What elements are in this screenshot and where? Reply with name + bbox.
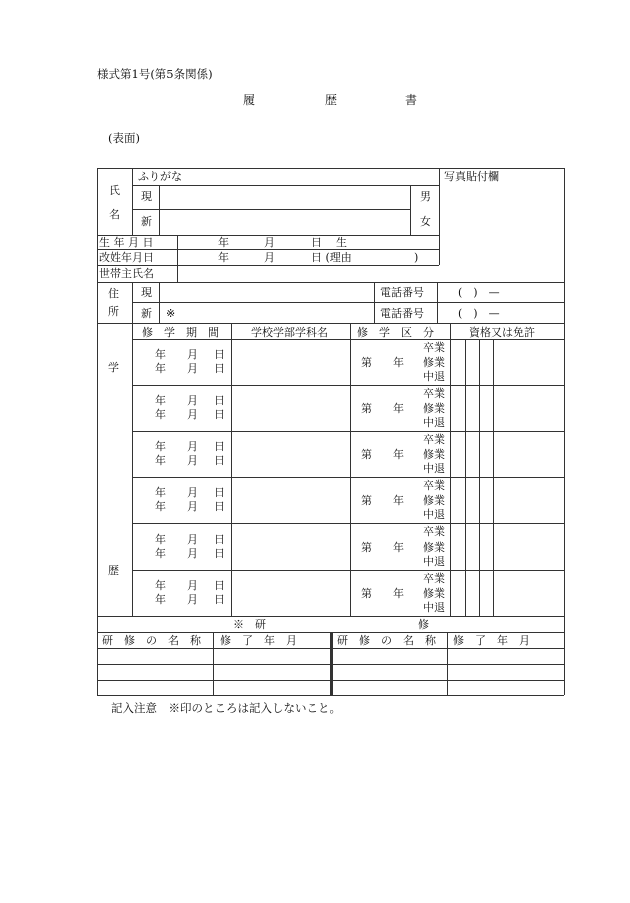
period-month-unit: 月 xyxy=(187,408,198,421)
grade-prefix: 第 xyxy=(361,402,372,415)
period-year-unit: 年 xyxy=(155,348,166,361)
training-name-field[interactable] xyxy=(333,681,446,695)
name-new-field[interactable] xyxy=(160,210,409,234)
status-graduated: 卒業 xyxy=(423,479,445,492)
photo-area-label: 写真貼付欄 xyxy=(444,170,499,183)
period-month-unit: 月 xyxy=(187,440,198,453)
status-withdrew: 中退 xyxy=(423,370,445,383)
office-use-mark: ※ xyxy=(166,307,176,320)
training-header-name: 研 修 の 名 称 xyxy=(102,634,201,647)
address-new-label: 新 xyxy=(141,307,152,320)
grade-year-unit: 年 xyxy=(393,448,404,461)
period-year-unit: 年 xyxy=(155,532,166,546)
school-name-field[interactable] xyxy=(232,571,349,615)
name-change-year-unit: 年 xyxy=(218,251,229,264)
license-field[interactable] xyxy=(494,524,563,569)
period-day-unit: 日 xyxy=(214,532,225,546)
status-completed: 修業 xyxy=(423,587,445,600)
rule-line xyxy=(97,249,439,250)
period-day-unit: 日 xyxy=(214,394,225,407)
school-name-field[interactable] xyxy=(232,478,349,522)
birth-suffix: 生 xyxy=(336,236,347,249)
education-header-school: 学校学部学科名 xyxy=(251,326,328,339)
birth-year-unit: 年 xyxy=(218,236,229,249)
rule-line xyxy=(97,695,564,696)
training-name-field[interactable] xyxy=(98,649,212,663)
period-month-unit: 月 xyxy=(187,454,198,467)
period-month-unit: 月 xyxy=(187,362,198,375)
name-change-reason-close: ) xyxy=(414,251,419,264)
period-day-unit: 日 xyxy=(214,593,225,606)
education-label-char: 学 xyxy=(108,361,119,374)
period-month-unit: 月 xyxy=(187,394,198,407)
phone-label: 電話番号 xyxy=(380,307,424,320)
title-char: 履 xyxy=(243,93,256,107)
sex-female-label: 女 xyxy=(420,215,431,228)
grade-year-unit: 年 xyxy=(393,494,404,507)
grade-prefix: 第 xyxy=(361,540,372,554)
address-label-char: 所 xyxy=(108,305,119,318)
name-new-label: 新 xyxy=(141,215,152,228)
school-name-field[interactable] xyxy=(232,386,349,430)
status-withdrew: 中退 xyxy=(423,601,445,614)
grade-year-unit: 年 xyxy=(393,587,404,600)
rule-line xyxy=(97,616,564,617)
period-day-unit: 日 xyxy=(214,440,225,453)
training-banner: 修 xyxy=(418,618,429,631)
training-date-field[interactable] xyxy=(448,681,563,695)
period-day-unit: 日 xyxy=(214,579,225,592)
school-name-field[interactable] xyxy=(232,524,349,569)
name-current-label: 現 xyxy=(141,190,152,203)
rule-line xyxy=(132,168,133,235)
license-field[interactable] xyxy=(494,571,563,615)
period-month-unit: 月 xyxy=(187,546,198,560)
birth-date-label: 生 年 月 日 xyxy=(99,236,154,249)
period-year-unit: 年 xyxy=(155,546,166,560)
status-completed: 修業 xyxy=(423,356,445,369)
training-name-field[interactable] xyxy=(333,649,446,663)
phone-new-field[interactable] xyxy=(438,303,563,322)
name-change-month-unit: 月 xyxy=(264,251,275,264)
status-completed: 修業 xyxy=(423,448,445,461)
period-year-unit: 年 xyxy=(155,593,166,606)
rule-line xyxy=(439,168,440,265)
grade-prefix: 第 xyxy=(361,494,372,507)
rule-line xyxy=(479,339,480,616)
grade-prefix: 第 xyxy=(361,448,372,461)
title-char: 歴 xyxy=(325,93,338,107)
status-graduated: 卒業 xyxy=(423,433,445,446)
householder-name-field[interactable] xyxy=(178,266,563,281)
grade-prefix: 第 xyxy=(361,587,372,600)
education-label-char: 歴 xyxy=(108,564,119,577)
period-day-unit: 日 xyxy=(214,362,225,375)
license-field[interactable] xyxy=(494,478,563,522)
education-header-license: 資格又は免許 xyxy=(469,326,535,339)
title-char: 書 xyxy=(405,93,418,107)
period-day-unit: 日 xyxy=(214,546,225,560)
period-year-unit: 年 xyxy=(155,394,166,407)
education-header-period: 修 学 期 間 xyxy=(142,326,219,339)
period-month-unit: 月 xyxy=(187,579,198,592)
rule-line xyxy=(132,323,133,616)
rule-line xyxy=(97,323,564,324)
status-withdrew: 中退 xyxy=(423,416,445,429)
entry-notes: 記入注意 ※印のところは記入しないこと。 xyxy=(111,701,341,715)
name-label-char: 氏 xyxy=(109,184,120,197)
training-date-field[interactable] xyxy=(448,649,563,663)
address-new-field[interactable] xyxy=(180,303,373,322)
side-label: (表面) xyxy=(108,131,140,145)
grade-year-unit: 年 xyxy=(393,402,404,415)
sex-male-label: 男 xyxy=(420,190,431,203)
period-day-unit: 日 xyxy=(214,486,225,499)
furigana-label: ふりがな xyxy=(138,170,182,183)
rule-line xyxy=(450,323,451,616)
training-date-field[interactable] xyxy=(214,665,329,679)
period-month-unit: 月 xyxy=(187,486,198,499)
license-field[interactable] xyxy=(494,340,563,384)
rule-line xyxy=(410,185,411,235)
period-day-unit: 日 xyxy=(214,454,225,467)
school-name-field[interactable] xyxy=(232,432,349,476)
status-completed: 修業 xyxy=(423,540,445,554)
period-year-unit: 年 xyxy=(155,440,166,453)
rule-line xyxy=(132,282,133,323)
training-date-field[interactable] xyxy=(448,665,563,679)
training-name-field[interactable] xyxy=(98,681,212,695)
school-name-field[interactable] xyxy=(232,340,349,384)
householder-name-label: 世帯主氏名 xyxy=(99,267,154,280)
rule-line xyxy=(97,168,564,169)
period-year-unit: 年 xyxy=(155,579,166,592)
training-banner: ※ 研 xyxy=(233,618,266,631)
period-day-unit: 日 xyxy=(214,348,225,361)
status-withdrew: 中退 xyxy=(423,508,445,521)
training-date-field[interactable] xyxy=(214,649,329,663)
rule-line xyxy=(350,323,351,616)
form-number: 様式第1号(第5条関係) xyxy=(97,67,213,81)
status-completed: 修業 xyxy=(423,494,445,507)
grade-year-unit: 年 xyxy=(393,540,404,554)
address-label-char: 住 xyxy=(108,287,119,300)
training-name-field[interactable] xyxy=(333,665,446,679)
phone-current-value: ( ) — xyxy=(458,286,500,299)
name-label-char: 名 xyxy=(109,208,120,221)
address-current-label: 現 xyxy=(141,286,152,299)
phone-current-field[interactable] xyxy=(438,283,563,301)
status-withdrew: 中退 xyxy=(423,555,445,568)
name-change-reason-label: 日 (理由 xyxy=(311,251,352,264)
period-year-unit: 年 xyxy=(155,454,166,467)
license-field[interactable] xyxy=(494,432,563,476)
period-year-unit: 年 xyxy=(155,486,166,499)
phone-label: 電話番号 xyxy=(380,286,424,299)
training-name-field[interactable] xyxy=(98,665,212,679)
birth-month-unit: 月 xyxy=(264,236,275,249)
training-header-completed: 修 了 年 月 xyxy=(453,634,530,647)
address-current-field[interactable] xyxy=(160,283,373,301)
rule-line xyxy=(465,339,466,616)
period-month-unit: 月 xyxy=(187,532,198,546)
birth-day-unit: 日 xyxy=(311,236,322,249)
status-graduated: 卒業 xyxy=(423,525,445,538)
phone-new-value: ( ) — xyxy=(458,307,500,320)
period-day-unit: 日 xyxy=(214,500,225,513)
period-month-unit: 月 xyxy=(187,348,198,361)
grade-year-unit: 年 xyxy=(393,356,404,369)
training-header-completed: 修 了 年 月 xyxy=(220,634,297,647)
license-field[interactable] xyxy=(494,386,563,430)
status-graduated: 卒業 xyxy=(423,341,445,354)
period-day-unit: 日 xyxy=(214,408,225,421)
period-year-unit: 年 xyxy=(155,362,166,375)
status-completed: 修業 xyxy=(423,402,445,415)
status-withdrew: 中退 xyxy=(423,462,445,475)
period-year-unit: 年 xyxy=(155,500,166,513)
training-header-name: 研 修 の 名 称 xyxy=(337,634,436,647)
status-graduated: 卒業 xyxy=(423,387,445,400)
status-graduated: 卒業 xyxy=(423,572,445,585)
name-change-date-label: 改姓年月日 xyxy=(99,251,154,264)
training-date-field[interactable] xyxy=(214,681,329,695)
rule-line xyxy=(374,282,375,323)
grade-prefix: 第 xyxy=(361,356,372,369)
name-current-field[interactable] xyxy=(160,186,409,208)
period-month-unit: 月 xyxy=(187,500,198,513)
education-header-category: 修 学 区 分 xyxy=(357,326,434,339)
period-month-unit: 月 xyxy=(187,593,198,606)
period-year-unit: 年 xyxy=(155,408,166,421)
rule-line xyxy=(564,168,565,695)
